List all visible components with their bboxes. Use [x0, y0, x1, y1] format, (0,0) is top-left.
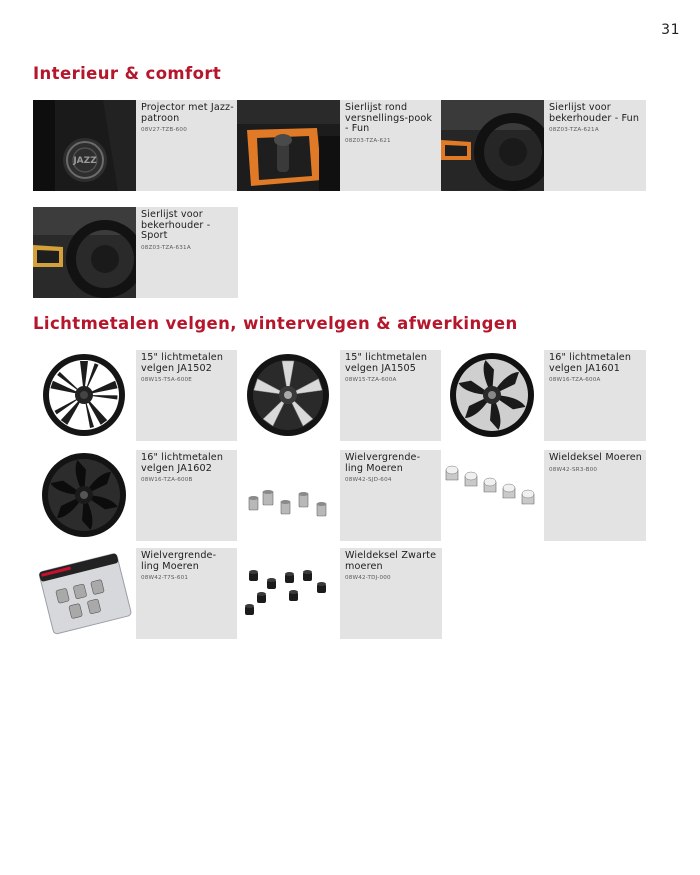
product-card-ja1502[interactable]: [33, 350, 238, 441]
product-name: Sierlijst rond versnellings-pook - Fun: [345, 102, 433, 135]
gear-shift-trim-icon: [237, 100, 340, 191]
product-card-projector[interactable]: [33, 100, 238, 191]
product-code: 08W42-SR3-B00: [549, 466, 598, 473]
steering-wheel-sport-icon: [33, 207, 136, 298]
product-photo: [237, 450, 340, 541]
section-title-interior: Interieur & comfort: [33, 64, 222, 83]
product-info: [136, 100, 238, 191]
alloy-wheel-black-16-icon: [33, 450, 136, 541]
product-photo: [441, 100, 544, 191]
section-title-wheels: Lichtmetalen velgen, wintervelgen & afwerkingen: [33, 314, 518, 333]
product-card-gear-trim-fun[interactable]: [237, 100, 442, 191]
product-card-ja1601[interactable]: [441, 350, 646, 441]
product-card-ja1602[interactable]: [33, 450, 238, 541]
locking-nuts-icon: [237, 450, 340, 541]
product-code: 08W42-TDJ-000: [345, 575, 391, 582]
page-number: 31: [661, 22, 680, 38]
product-photo: [237, 548, 340, 639]
product-name: Wieldeksel Zwarte moeren: [345, 550, 437, 572]
product-code: 08Z03-TZA-631A: [141, 244, 191, 251]
product-code: 08W16-TZA-600A: [549, 377, 601, 384]
product-info: [136, 207, 238, 298]
product-info: [136, 350, 238, 441]
product-card-black-nut-covers[interactable]: [237, 548, 442, 639]
product-photo: [33, 548, 136, 639]
product-info: [340, 100, 442, 191]
product-name: Sierlijst voor bekerhouder - Sport: [141, 209, 211, 242]
steering-wheel-orange-icon: [441, 100, 544, 191]
locking-nut-package-icon: [33, 548, 136, 639]
product-photo: [33, 100, 136, 191]
product-photo: [237, 100, 340, 191]
black-nut-covers-icon: [237, 548, 340, 639]
product-photo: [441, 350, 544, 441]
product-card-cupholder-trim-sport[interactable]: [33, 207, 238, 298]
product-info: [136, 450, 238, 541]
product-code: 08W15-T5A-600E: [141, 377, 192, 384]
product-name: Projector met Jazz-patroon: [141, 102, 234, 124]
product-name: Sierlijst voor bekerhouder - Fun: [549, 102, 640, 124]
product-name: Wieldeksel Moeren: [549, 452, 642, 463]
product-card-ja1505[interactable]: [237, 350, 442, 441]
product-code: 08W15-TZA-600A: [345, 377, 397, 384]
product-photo: [33, 350, 136, 441]
product-photo: [441, 450, 544, 541]
product-name: 15" lichtmetalen velgen JA1502: [141, 352, 224, 374]
product-info: [340, 548, 442, 639]
product-code: 08W42-SJD-604: [345, 477, 392, 484]
product-card-locking-nuts-t7s[interactable]: [33, 548, 238, 639]
product-info: [340, 450, 442, 541]
product-info: [544, 450, 646, 541]
product-code: 08Z03-TZA-621: [345, 137, 391, 144]
product-code: 08Z03-TZA-621A: [549, 127, 599, 134]
alloy-wheel-diamond-cut-icon: [441, 350, 544, 441]
product-name: 15" lichtmetalen velgen JA1505: [345, 352, 428, 374]
projector-logo-icon: [33, 100, 136, 191]
product-name: 16" lichtmetalen velgen JA1601: [549, 352, 632, 374]
product-info: [340, 350, 442, 441]
product-code: 08V27-TZB-600: [141, 127, 187, 134]
product-info: [136, 548, 238, 639]
product-name: Wielvergrende-ling Moeren: [345, 452, 421, 474]
alloy-wheel-bicolor-icon: [237, 350, 340, 441]
product-photo: [33, 450, 136, 541]
product-card-cupholder-trim-fun[interactable]: [441, 100, 646, 191]
svg-text:JAZZ: JAZZ: [73, 156, 97, 166]
alloy-wheel-black-icon: [33, 350, 136, 441]
product-name: 16" lichtmetalen velgen JA1602: [141, 452, 224, 474]
product-photo: [237, 350, 340, 441]
chrome-nut-covers-icon: [441, 450, 544, 541]
product-card-locking-nuts-sjd[interactable]: [237, 450, 442, 541]
product-photo: [33, 207, 136, 298]
product-name: Wielvergrende-ling Moeren: [141, 550, 217, 572]
product-info: [544, 100, 646, 191]
product-card-wheel-nut-covers[interactable]: [441, 450, 646, 541]
product-code: 08W42-T7S-601: [141, 575, 189, 582]
product-info: [544, 350, 646, 441]
product-code: 08W16-TZA-600B: [141, 477, 193, 484]
